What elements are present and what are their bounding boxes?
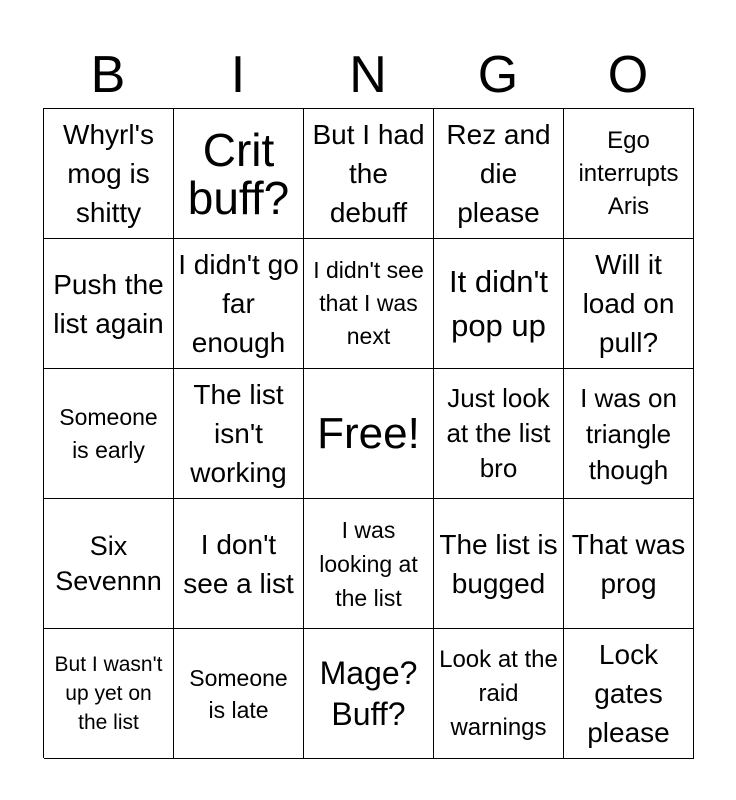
cell-text: I didn't see that I was next (313, 257, 424, 349)
cell-text: I didn't go far enough (178, 249, 299, 358)
cell-text: I don't see a list (183, 528, 294, 599)
bingo-cell[interactable] (564, 239, 694, 369)
bingo-header (43, 42, 693, 108)
bingo-cell[interactable] (44, 499, 174, 629)
cell-text: But I wasn't up yet on the list (54, 653, 163, 734)
cell-text: The list is bugged (439, 528, 558, 599)
header-letter-b: B (90, 46, 126, 104)
bingo-cell[interactable] (304, 499, 434, 629)
cell-text: Just look at the list bro (446, 383, 551, 483)
bingo-cell[interactable] (564, 499, 694, 629)
header-letter-n: N (349, 46, 387, 104)
cell-text: I was on triangle though (580, 382, 677, 485)
cell-text: Look at the raid warnings (439, 645, 558, 741)
cell-text: That was prog (571, 528, 686, 599)
cell-text: Will it load on pull? (582, 249, 675, 358)
bingo-cell[interactable] (174, 109, 304, 239)
cell-text: Push the list again (53, 268, 164, 339)
bingo-cell[interactable] (304, 369, 434, 499)
bingo-cell[interactable] (44, 109, 174, 239)
cell-text: But I had the debuff (312, 119, 425, 228)
cell-text: Ego interrupts Aris (578, 127, 679, 220)
cell-text: The list isn't working (190, 379, 287, 488)
bingo-cell[interactable] (304, 629, 434, 759)
cell-text: Whyrl's mog is shitty (63, 119, 154, 228)
bingo-cell[interactable] (44, 369, 174, 499)
bingo-cell[interactable] (44, 629, 174, 759)
header-letter-i: I (230, 46, 246, 104)
bingo-cell[interactable] (174, 629, 304, 759)
cell-text: Six Sevennn (55, 530, 162, 596)
bingo-cell[interactable] (434, 629, 564, 759)
cell-text: It didn't pop up (449, 263, 548, 343)
bingo-cell[interactable] (564, 109, 694, 239)
cell-text: Someone is early (59, 403, 158, 463)
bingo-cell[interactable] (174, 239, 304, 369)
header-letter-g: G (477, 46, 519, 104)
cell-text: I was looking at the list (319, 516, 418, 611)
cell-text: Rez and die please (446, 119, 551, 228)
bingo-cell[interactable] (434, 109, 564, 239)
bingo-cell[interactable] (304, 109, 434, 239)
cell-text: Someone is late (189, 664, 288, 723)
cell-text: Crit buff? (187, 123, 290, 224)
bingo-cell[interactable] (434, 369, 564, 499)
bingo-cell[interactable] (174, 369, 304, 499)
bingo-cell[interactable] (434, 239, 564, 369)
bingo-cell[interactable] (304, 239, 434, 369)
bingo-cell[interactable] (564, 369, 694, 499)
bingo-cell[interactable] (174, 499, 304, 629)
cell-text: Mage? Buff? (319, 654, 418, 732)
cell-text: Lock gates please (587, 639, 670, 748)
header-letter-o: O (607, 46, 649, 104)
bingo-board (43, 108, 694, 758)
bingo-cell[interactable] (44, 239, 174, 369)
bingo-cell[interactable] (434, 499, 564, 629)
cell-text: Free! (317, 408, 420, 458)
bingo-cell[interactable] (564, 629, 694, 759)
